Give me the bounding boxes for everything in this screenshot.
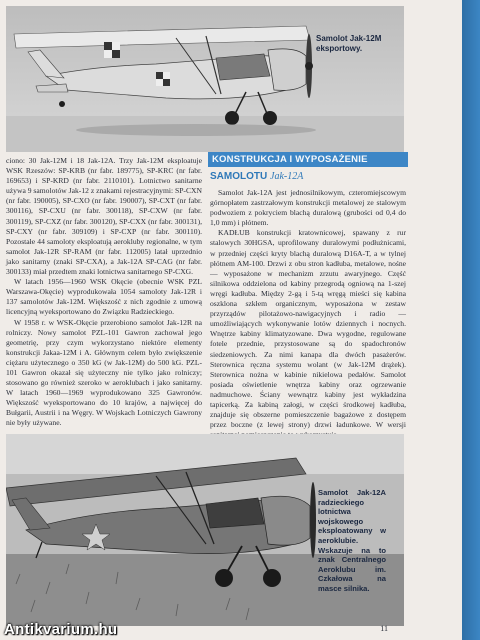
right-paragraph-2: KADŁUB konstrukcji kratownicowej, spawany z rur stalowych 30HGSA, uprofilowany duralowymi podłużnicami, w przedniej części kryty blachą duralową D16A-T, a w tylnej płótnem AM-100. Drzwi z obu stron kadłuba, metalowe, nośne — wyposażone w mechanizm zrzutu awaryjnego. Część silnikowa oddzielona od kabiny przegrodą ogniową na 1-szej wręgi kadłuba. Między 2-gą i 5-tą wręgą mieści się kabina oszklona szkłem organicznym, wyposażona w zestaw przyrządów pilotażowo-nawigacyjnych i radio — umożliwiających wykonywanie lotów dziennych i nocnych. Wnętrze kabiny klimatyzowane. Dwa wygodne, regulowane fotele przednie, przystosowane są do spadochronów siedzeniowych. Za nimi kanapa dla dwóch pasażerów. Sterownica ręczna systemu wolant (w Jak-12M drążek). Sterownica nożna w kabinie nikielowa pedałów. Samolot posiada oświetlenie wnętrza kabiny oraz ogrzewanie nadmuchowe. Ściany wewnątrz kabiny jest wykładzina tapicerką. Za kabiną załogi, w części środkowej kadłuba, znajduje się obszerne pomieszczenie bagażowe z dostępem przez boczne (z lewej strony) drzwi ładunkowe. W wersji (210, 228, 406, 430)
watermark: Antikvarium.hu (4, 621, 118, 638)
left-text-column (6, 156, 202, 426)
left-paragraph-1: ciono: 30 Jak-12M i 18 Jak-12A. Trzy Jak-12M eksploatuje WSK Rzeszów: SP-KRB (nr fabr. 189775), SP-KRC (nr fabr. 169653) i SP-KRD (nr fabr. 2110101). Lotnictwo sanitarne używa 9 samolotów Jak-12 z znakami rejestracyjnymi: SP-CXN (nr fabr. 190005), SP-CXO (nr fabr. 190007), SP-CXT (nr fabr. 300116), SP-CXU (nr fabr. 300118), SP-CXW (nr fabr. 300119), SP-CXZ (nr fabr. 300120), SP-CXX (nr fabr. 300131), SP-CXY (nr fabr. 309109) i SP-CXP (nr fabr. 300110). Pozostałe 44 samoloty eksploatują aerokluby regionalne, w tym samolot Jak-12R SP-RAM (nr fabr. 112005) latał uprzednio jako sanitarny (znaki SP-CXA), a Jak-12A SP-CAG (nr fabr. 300133) miał przedtem znaki lotnictwa sanitarnego SP-CXG. (6, 156, 202, 277)
blue-page-edge (462, 0, 480, 640)
left-paragraph-2: W latach 1956—1960 WSK Okęcie (obecnie WSK PZL Warszawa-Okęcie) wyprodukowała 1054 samoloty Jak-12R i 137 samolotów Jak-12M. Większość z nich zgodnie z umową licencyjną wyeksportowano do Związku Radzieckiego. (6, 277, 202, 317)
sub-heading-prefix: SAMOLOTU (210, 171, 268, 182)
section-heading: KONSTRUKCJA I WYPOSAŻENIE (208, 152, 408, 167)
top-photo-caption (316, 34, 398, 54)
bottom-photo-caption: Samolot Jak-12A radzieckiego lotnictwa wojskowego eksploatowany w aeroklubie. Wskazuje na to znak Centralnego Aeroklubu im. Czkałowa na masce silnika. (318, 488, 386, 593)
sub-heading (210, 170, 404, 183)
top-photo-caption-line2: eksportowy. (316, 44, 363, 53)
right-text-column (210, 188, 406, 428)
page-number: 11 (380, 624, 388, 633)
jak12m-photo-illustration (6, 6, 404, 152)
right-paragraph-1: Samolot Jak-12A jest jednosilnikowym, czteromiejscowym górnopłatem zastrzałowym konstrukcji metalowej ze stalowym podwoziem z pokryciem blachą duralową (grubości od 0,4 do 1,0 mm) i płótnem. (210, 188, 406, 228)
top-photo-caption-line1: Samolot Jak-12M (316, 34, 382, 43)
top-aircraft-photo (6, 6, 404, 152)
sub-heading-model: Jak-12A (270, 171, 304, 182)
left-paragraph-3: W 1958 r. w WSK-Okęcie przerobiono samolot Jak-12R na rolniczy. Nowy samolot PZL-101 Gawron zachował jego geometrię, przy czym wykorzystano niektóre elementy konstrukcji Jakaa-12M i A. Głównym celem było zwiększenie ciężaru użytecznego o 350 kG (w Jak-12M) do 500 kG. PZL-101 Gawron okazał się użyteczny nie tylko jako rolniczy; stosowano go również szeroko w aeroklubach i jako sanitarny. W latach 1960—1969 wyprodukowano 325 Gawronów. Większość wyeksportowano do 10 krajów, a najwięcej do Bułgarii, Austrii i na Węgry. W Wojskach Lotniczych Gawrony nie były używane. (6, 317, 202, 428)
